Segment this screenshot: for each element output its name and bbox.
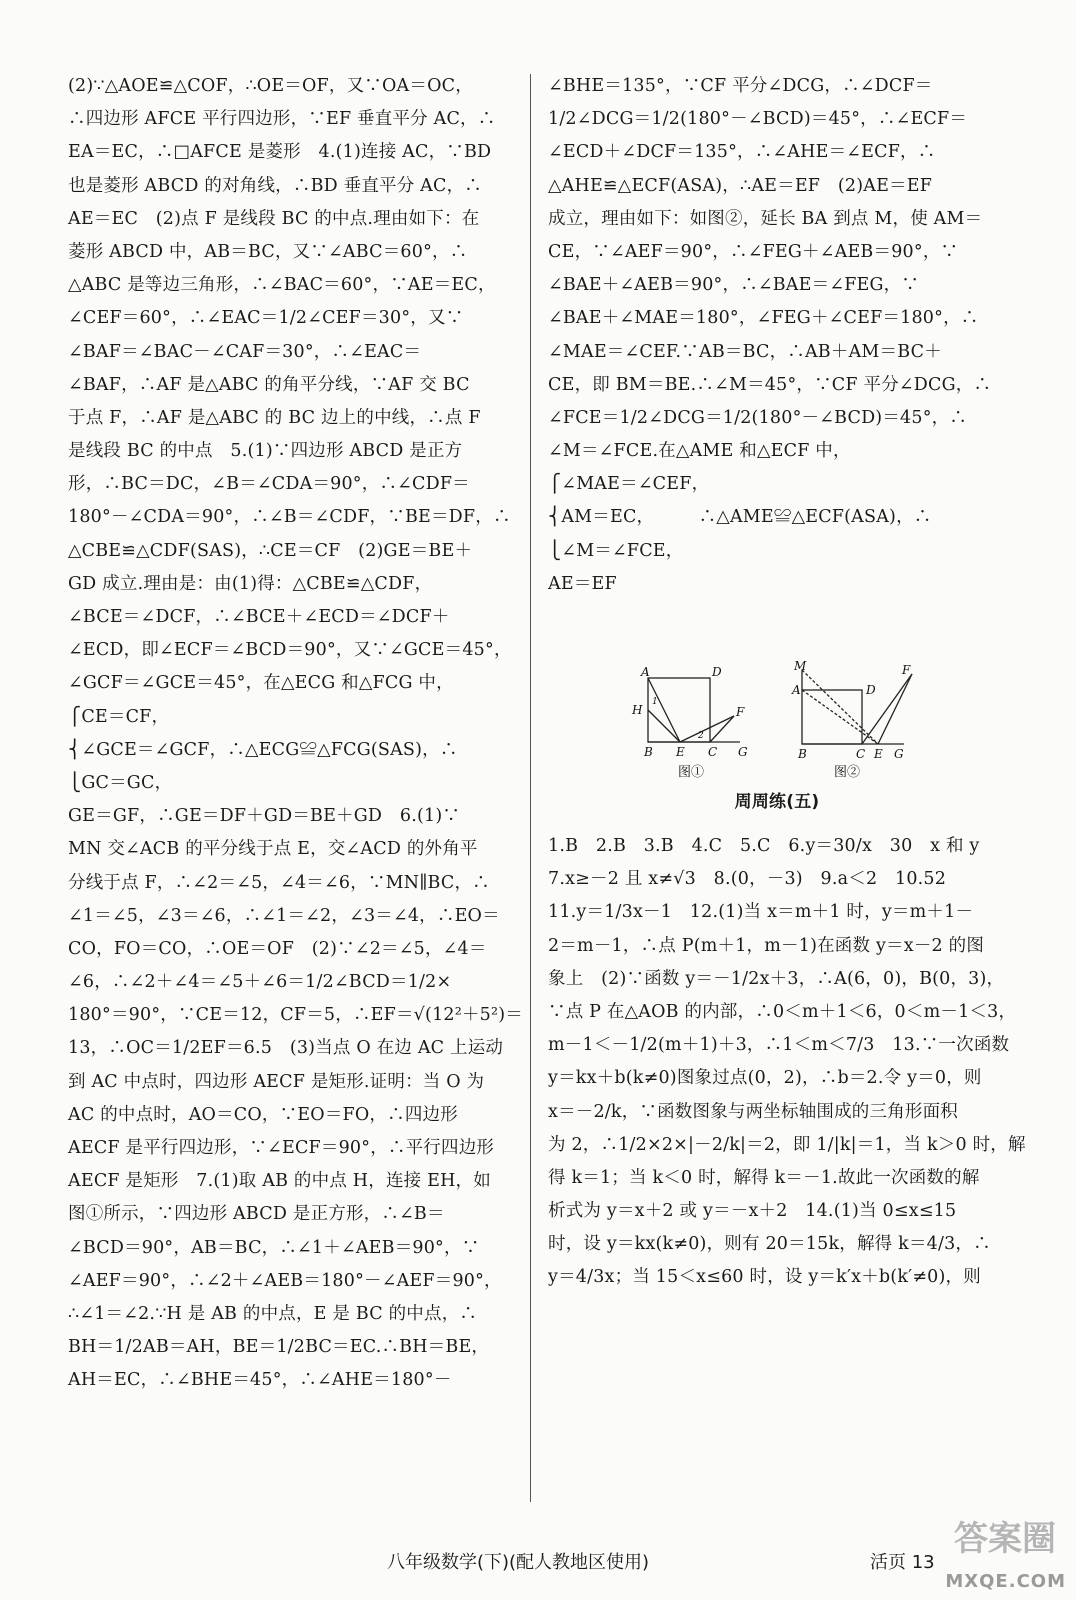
text-line: 析式为 y＝x＋2 或 y＝－x＋2 14.(1)当 0≤x≤15 xyxy=(548,1201,957,1222)
fig2-label-E: E xyxy=(874,747,883,761)
text-line: 形，∴BC＝DC，∠B＝∠CDA＝90°，∴∠CDF＝ xyxy=(68,474,470,495)
text-line: AECF 是平行四边形，∵∠ECF＝90°，∴平行四边形 xyxy=(68,1138,495,1158)
text-line: 象上 (2)∵函数 y＝－1/2x＋3，∴A(6，0)，B(0，3)， xyxy=(548,968,1005,989)
fig1-label-B: B xyxy=(644,745,653,759)
text-line: AH＝EC，∴∠BHE＝45°，∴∠AHE＝180°－ xyxy=(68,1370,452,1391)
text-line: GD 成立.理由是：由(1)得：△CBE≌△CDF， xyxy=(68,573,433,594)
text-line: 13，∴OC＝1/2EF＝6.5 (3)当点 O 在边 AC 上运动 xyxy=(68,1038,504,1059)
text-line: ∠M＝∠FCE.在△AME 和△ECF 中， xyxy=(548,441,851,462)
fig2-label-A: A xyxy=(792,683,801,697)
text-line: 7.x≥－2 且 x≠√3 8.(0，－3) 9.a＜2 10.52 xyxy=(548,869,947,890)
text-line: 为 2，∴1/2×2×|－2/k|＝2，即 1/|k|＝1，当 k＞0 时，解 xyxy=(548,1134,1026,1155)
text-line: AE＝EF xyxy=(548,573,617,594)
text-line: ∠BAF＝∠BAC－∠CAF＝30°，∴∠EAC＝ xyxy=(68,341,422,362)
text-line: 于点 F，∴AF 是△ABC 的 BC 边上的中线，∴点 F xyxy=(68,407,481,428)
text-line: 180°＝90°，∵CE＝12，CF＝5，∴EF＝√(12²＋5²)＝ xyxy=(68,1005,523,1026)
text-line: 1.B 2.B 3.B 4.C 5.C 6.y＝30/x 30 x 和 y xyxy=(548,836,980,856)
text-line: 也是菱形 ABCD 的对角线，∴BD 垂直平分 AC，∴ xyxy=(68,175,483,196)
fig2-label-D: D xyxy=(866,683,876,697)
text-line: 时，设 y＝kx(k≠0)，则有 20＝15k，解得 k＝4/3，∴ xyxy=(548,1234,991,1255)
text-line: y＝4/3x；当 15＜x≤60 时，设 y＝k′x＋b(k′≠0)，则 xyxy=(548,1267,981,1288)
text-line: ∠BCE＝∠DCF，∴∠BCE＋∠ECD＝∠DCF＋ xyxy=(68,607,450,627)
fig1-label-G: G xyxy=(738,745,748,759)
text-line: ∠ECD＋∠DCF＝135°，∴∠AHE＝∠ECF，∴ xyxy=(548,142,936,163)
text-line: m－1＜－1/2(m＋1)＋3，∴1＜m＜7/3 13.∵一次函数 xyxy=(548,1035,1010,1056)
figure-caption-1: 图① xyxy=(678,765,705,780)
text-line: ∠BAE＋∠MAE＝180°，∠FEG＋∠CEF＝180°，∴ xyxy=(548,308,979,329)
text-line: 分线于点 F，∴∠2＝∠5，∠4＝∠6，∵MN∥BC，∴ xyxy=(68,872,490,893)
watermark-logo: 答案圈 xyxy=(954,1519,1056,1559)
fig1-label-1: 1 xyxy=(652,697,658,707)
text-line: ⎨∠GCE＝∠GCF，∴△ECG≌△FCG(SAS)，∴ xyxy=(68,739,458,760)
text-line: AC 的中点时，AO＝CO，∵EO＝FO，∴四边形 xyxy=(68,1104,458,1125)
text-line: ∠CEF＝60°，∴∠EAC＝1/2∠CEF＝30°，又∵ xyxy=(68,308,464,329)
text-line: ∠1＝∠5，∠3＝∠6，∴∠1＝∠2，∠3＝∠4，∴EO＝ xyxy=(68,905,500,926)
text-line: 11.y＝1/3x－1 12.(1)当 x＝m＋1 时，y＝m＋1－ xyxy=(548,902,974,923)
text-line: ∠BAF，∴AF 是△ABC 的角平分线，∵AF 交 BC xyxy=(68,374,470,395)
text-line: ∴∠1＝∠2.∵H 是 AB 的中点，E 是 BC 的中点，∴ xyxy=(68,1303,478,1324)
text-line: AE＝EC (2)点 F 是线段 BC 的中点.理由如下：在 xyxy=(68,208,480,229)
fig1-label-A: A xyxy=(641,665,650,679)
text-line: (2)∵△AOE≌△COF，∴OE＝OF，又∵OA＝OC， xyxy=(68,76,473,96)
text-line: △ABC 是等边三角形，∴∠BAC＝60°，∵AE＝EC， xyxy=(68,275,496,296)
text-line: 180°－∠CDA＝90°，∴∠B＝∠CDF，∵BE＝DF，∴ xyxy=(68,507,511,528)
text-line: ∠6，∴∠2＋∠4＝∠5＋∠6＝1/2∠BCD＝1/2× xyxy=(68,972,452,993)
text-line: CE，∵∠AEF＝90°，∴∠FEG＋∠AEB＝90°，∵ xyxy=(548,241,959,262)
text-line: EA＝EC，∴□AFCE 是菱形 4.(1)连接 AC，∵BD xyxy=(68,142,492,163)
fig1-label-F: F xyxy=(736,705,745,719)
text-line: 是线段 BC 的中点 5.(1)∵四边形 ABCD 是正方 xyxy=(68,441,463,462)
text-line: 图①所示，∵四边形 ABCD 是正方形，∴∠B＝ xyxy=(68,1204,445,1225)
text-line: ∠BAE＋∠AEB＝90°，∴∠BAE＝∠FEG，∵ xyxy=(548,275,920,296)
text-line: 到 AC 中点时，四边形 AECF 是矩形.证明：当 O 为 xyxy=(68,1071,485,1092)
text-line: ∠BCD＝90°，AB＝BC，∴∠1＋∠AEB＝90°，∵ xyxy=(68,1237,480,1258)
fig1-label-E: E xyxy=(676,745,685,759)
text-line: MN 交∠ACB 的平分线于点 E，交∠ACD 的外角平 xyxy=(68,839,478,860)
fig1-label-2: 2 xyxy=(698,731,704,741)
text-line: AECF 是矩形 7.(1)取 AB 的中点 H，连接 EH，如 xyxy=(68,1171,491,1192)
text-line: ⎩∠M＝∠FCE， xyxy=(548,540,684,561)
figure-2 xyxy=(802,670,912,744)
figure-1 xyxy=(648,678,740,742)
text-line: 成立，理由如下：如图②，延长 BA 到点 M，使 AM＝ xyxy=(548,208,983,229)
fig2-label-F: F xyxy=(902,663,911,677)
text-line: 得 k＝1；当 k＜0 时，解得 k＝－1.故此一次函数的解 xyxy=(548,1167,980,1188)
text-line: ∴四边形 AFCE 平行四边形，∵EF 垂直平分 AC，∴ xyxy=(68,109,496,130)
text-line: y＝kx＋b(k≠0)图象过点(0，2)，∴b＝2.令 y＝0，则 xyxy=(548,1068,982,1089)
watermark-text: MXQE.COM xyxy=(945,1571,1066,1592)
section-title-wrap xyxy=(548,786,1006,819)
left-column xyxy=(68,70,523,1398)
text-line: ∠FCE＝1/2∠DCG＝1/2(180°－∠BCD)＝45°，∴ xyxy=(548,407,968,428)
text-line: △AHE≌△ECF(ASA)，∴AE＝EF (2)AE＝EF xyxy=(548,175,933,196)
text-line: ∠BHE＝135°，∵CF 平分∠DCG，∴∠DCF＝ xyxy=(548,76,933,96)
fig1-label-C: C xyxy=(708,745,718,759)
fig2-label-G: G xyxy=(894,747,904,761)
fig2-label-C: C xyxy=(856,747,866,761)
fig1-label-H: H xyxy=(632,703,643,717)
text-line: 1/2∠DCG＝1/2(180°－∠BCD)＝45°，∴∠ECF＝ xyxy=(548,109,968,130)
text-line: GE＝GF，∴GE＝DF＋GD＝BE＋GD 6.(1)∵ xyxy=(68,806,461,827)
text-line: ∵点 P 在△AOB 的内部，∴0＜m＋1＜6，0＜m－1＜3， xyxy=(548,1001,1017,1022)
text-line: ⎧CE＝CF， xyxy=(68,706,170,727)
text-line: 菱形 ABCD 中，AB＝BC，又∵∠ABC＝60°，∴ xyxy=(68,241,468,262)
text-line: BH＝1/2AB＝AH，BE＝1/2BC＝EC.∴BH＝BE， xyxy=(68,1337,490,1358)
page-number: 活页 13 xyxy=(870,1552,935,1573)
section-title: 周周练(五) xyxy=(734,792,820,812)
text-line: △CBE≌△CDF(SAS)，∴CE＝CF (2)GE＝BE＋ xyxy=(68,540,473,561)
text-line: 2＝m－1，∴点 P(m＋1，m－1)在函数 y＝x－2 的图 xyxy=(548,935,985,956)
right-column-bottom xyxy=(548,830,1026,1295)
text-line: CO，FO＝CO，∴OE＝OF (2)∵∠2＝∠5，∠4＝ xyxy=(68,938,487,959)
footer-text: 八年级数学(下)(配人教地区使用) xyxy=(386,1552,650,1573)
text-line: x＝－2/k，∵函数图象与两坐标轴围成的三角形面积 xyxy=(548,1101,959,1122)
fig1-label-D: D xyxy=(712,665,722,679)
text-line: ⎨AM＝EC， ∴△AME≌△ECF(ASA)，∴ xyxy=(548,507,932,528)
text-line: ∠AEF＝90°，∴∠2＋∠AEB＝180°－∠AEF＝90°， xyxy=(68,1270,502,1291)
figure-caption-2: 图② xyxy=(834,765,861,780)
right-column-top xyxy=(548,70,1006,601)
text-line: CE，即 BM＝BE.∴∠M＝45°，∵CF 平分∠DCG，∴ xyxy=(548,374,992,395)
fig2-label-B: B xyxy=(798,747,807,761)
column-divider xyxy=(530,74,531,1502)
text-line: ∠MAE＝∠CEF.∵AB＝BC，∴AB＋AM＝BC＋ xyxy=(548,341,942,362)
text-line: ⎧∠MAE＝∠CEF， xyxy=(548,474,710,495)
text-line: ∠GCF＝∠GCE＝45°，在△ECG 和△FCG 中， xyxy=(68,673,454,694)
text-line: ⎩GC＝GC， xyxy=(68,772,173,793)
text-line: ∠ECD，即∠ECF＝∠BCD＝90°，又∵∠GCE＝45°， xyxy=(68,640,512,661)
fig2-label-M: M xyxy=(794,659,807,673)
